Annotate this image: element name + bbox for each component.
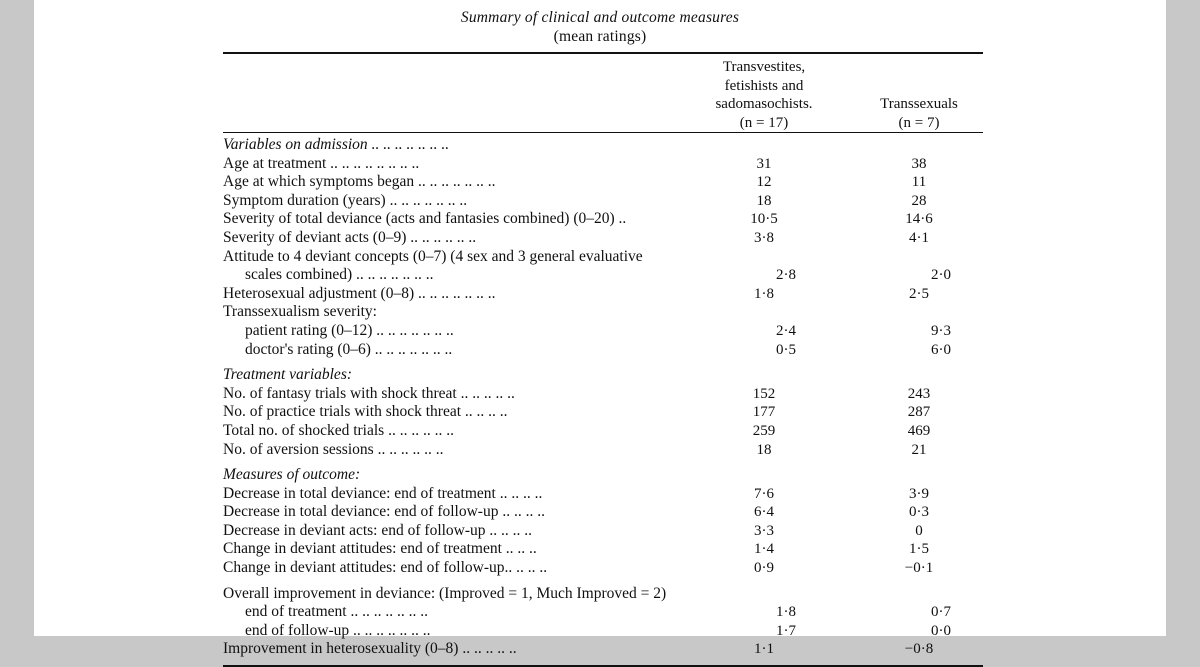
- row-label: Age at treatment .. .. .. .. .. .. .. ..: [223, 154, 420, 172]
- leader-dots: .. .. .. .. .. .. ..: [367, 136, 450, 153]
- row-label: Change in deviant attitudes: end of follow-up.. .. .. ..: [223, 559, 548, 577]
- row-label: No. of practice trials with shock threat .. .. .. ..: [223, 403, 508, 421]
- leader-dots: .. .. .. .. .. .. ..: [337, 154, 420, 172]
- column-header-transvestites: [673, 58, 855, 132]
- row-label: Age at which symptoms began .. .. .. .. .. .. ..: [223, 173, 496, 191]
- leader-dots: .. .. .. .. .. ..: [373, 440, 444, 458]
- row-value-col2: 14·6: [905, 211, 933, 228]
- table-row: [223, 341, 983, 360]
- row-label: Measures of outcome:: [223, 466, 361, 484]
- row-value-col1: 3·3: [754, 522, 774, 539]
- row-value-col2: 469: [907, 422, 931, 439]
- table-row: [223, 229, 983, 248]
- caption-line-1: Summary of clinical and outcome measures: [460, 9, 740, 26]
- row-label: Symptom duration (years) .. .. .. .. .. .. ..: [223, 191, 468, 209]
- row-label: No. of aversion sessions .. .. .. .. .. ..: [223, 440, 444, 458]
- row-label: Transsexualism severity:: [223, 303, 377, 321]
- row-value-col2: 2·5: [909, 285, 929, 302]
- table-row: [223, 136, 983, 155]
- table-row: [223, 403, 983, 422]
- row-value-col1: 7·6: [754, 485, 774, 502]
- leader-dots: .. .. .. .. .. ..: [425, 173, 496, 191]
- row-label: Heterosexual adjustment (0–8) .. .. .. .. .. .. ..: [223, 284, 496, 302]
- row-value-col1: 10·5: [750, 211, 778, 228]
- row-label: Treatment variables:: [223, 366, 353, 384]
- table-row: [223, 559, 983, 578]
- table-row: [223, 155, 983, 174]
- row-value-col1: 12: [756, 174, 772, 191]
- row-label: Severity of total deviance (acts and fantasies combined) (0–20) ..: [223, 210, 627, 228]
- leader-dots: .. .. .. ..: [461, 403, 508, 421]
- row-label: Attitude to 4 deviant concepts (0–7) (4 sex and 3 general evaluative: [223, 247, 643, 265]
- row-value-col1: 18: [756, 192, 772, 209]
- row-label: Variables on admission .. .. .. .. .. .. ..: [223, 136, 450, 153]
- row-value-col1: 31: [756, 155, 772, 172]
- col1-header-line3: sadomasochists.: [715, 96, 813, 112]
- leader-dots: .. .. .. .. .. .. ..: [385, 191, 468, 209]
- table-row: [223, 366, 983, 385]
- row-label: scales combined) .. .. .. .. .. .. ..: [245, 266, 434, 284]
- table-row: [223, 585, 983, 604]
- column-header-transsexuals: [855, 58, 983, 132]
- table-row: [223, 640, 983, 659]
- leader-dots: .. .. .. .. .. ..: [406, 228, 477, 246]
- row-value-col2: 9·3: [931, 322, 951, 339]
- leader-dots: .. .. .. .. .. .. ..: [346, 603, 428, 621]
- table-row: [223, 385, 983, 404]
- row-value-col1: 1·7: [776, 622, 796, 639]
- leader-dots: .. .. ..: [512, 559, 548, 577]
- table-row: [223, 503, 983, 522]
- row-label: No. of fantasy trials with shock threat .. .. .. .. ..: [223, 384, 515, 402]
- table-caption: [34, 8, 1166, 46]
- scanned-page: [34, 0, 1166, 658]
- row-value-col2: 287: [907, 404, 931, 421]
- row-value-col1: 1·8: [754, 285, 774, 302]
- table-row: [223, 485, 983, 504]
- row-value-col2: 0·3: [909, 504, 929, 521]
- table-row: [223, 441, 983, 460]
- row-label: end of treatment .. .. .. .. .. .. ..: [245, 603, 428, 621]
- row-value-col1: 18: [756, 441, 772, 458]
- table-row: [223, 210, 983, 229]
- row-value-col2: 2·0: [931, 267, 951, 284]
- col2-header-n: (n = 7): [898, 114, 940, 131]
- leader-dots: .. .. ..: [501, 540, 537, 558]
- leader-dots: .. .. .. .. .. ..: [425, 284, 496, 302]
- leader-dots: .. .. .. .. .. ..: [384, 321, 454, 339]
- table-row: [223, 422, 983, 441]
- row-value-col1: 152: [752, 385, 776, 402]
- col1-header-n: (n = 17): [739, 114, 789, 131]
- row-value-col1: 2·8: [776, 267, 796, 284]
- row-value-col2: 3·9: [909, 485, 929, 502]
- row-value-col2: 1·5: [909, 541, 929, 558]
- table-row: [223, 266, 983, 285]
- leader-dots: .. .. ..: [507, 484, 543, 502]
- table-row: [223, 248, 983, 267]
- leader-dots: .. .. ..: [510, 503, 545, 521]
- table-row: [223, 466, 983, 485]
- leader-dots: .. .. ..: [497, 521, 533, 539]
- row-label: Severity of deviant acts (0–9) .. .. .. .. .. ..: [223, 228, 477, 246]
- row-label: Overall improvement in deviance: (Improved = 1, Much Improved = 2): [223, 584, 667, 602]
- row-value-col1: 0·5: [776, 341, 796, 358]
- row-value-col2: 21: [911, 441, 927, 458]
- leader-dots: .. .. .. .. ..: [456, 384, 515, 402]
- row-value-col1: 177: [752, 404, 776, 421]
- table-body: [223, 133, 983, 663]
- table-row: [223, 303, 983, 322]
- row-value-col2: 4·1: [909, 229, 929, 246]
- table-row: [223, 540, 983, 559]
- row-label: Change in deviant attitudes: end of treatment .. .. ..: [223, 540, 537, 558]
- row-value-col2: 0·7: [931, 604, 951, 621]
- leader-dots: ..: [614, 210, 627, 228]
- row-value-col1: 1·1: [754, 641, 774, 658]
- row-label: Improvement in heterosexuality (0–8) .. .. .. .. ..: [223, 640, 517, 658]
- row-value-col2: −0·8: [904, 641, 934, 658]
- row-label: doctor's rating (0–6) .. .. .. .. .. .. ..: [245, 340, 453, 358]
- row-value-col1: 6·4: [754, 504, 774, 521]
- leader-dots: .. .. .. .. .. .. ..: [349, 621, 431, 639]
- leader-dots: .. .. .. ..: [470, 640, 517, 658]
- table-row: [223, 285, 983, 304]
- col1-header-line2: fetishists and: [724, 77, 804, 94]
- row-value-col2: 6·0: [931, 341, 951, 358]
- table-row: [223, 192, 983, 211]
- row-value-col1: 259: [752, 422, 776, 439]
- row-value-col2: −0·1: [904, 560, 934, 577]
- row-value-col1: 1·8: [776, 604, 796, 621]
- row-label: Decrease in deviant acts: end of follow-up .. .. .. ..: [223, 521, 533, 539]
- row-value-col2: 38: [911, 155, 927, 172]
- row-value-col1: 0·9: [754, 560, 774, 577]
- row-value-col2: 243: [907, 385, 931, 402]
- leader-dots: .. .. .. .. .. ..: [382, 340, 453, 358]
- row-value-col1: 2·4: [776, 322, 796, 339]
- row-label: end of follow-up .. .. .. .. .. .. ..: [245, 621, 431, 639]
- table-row: [223, 603, 983, 622]
- row-label: patient rating (0–12) .. .. .. .. .. .. ..: [245, 321, 454, 339]
- data-table: [223, 52, 983, 667]
- row-label: Decrease in total deviance: end of follow-up .. .. .. ..: [223, 503, 545, 521]
- row-value-col2: 0·0: [931, 622, 951, 639]
- col1-header-line1: Transvestites,: [722, 59, 806, 75]
- row-value-col1: 3·8: [754, 229, 774, 246]
- col2-header-line1: Transsexuals: [880, 96, 958, 112]
- row-value-col2: 11: [911, 174, 927, 191]
- table-scan-area: [34, 0, 1166, 658]
- row-value-col1: 1·4: [754, 541, 774, 558]
- leader-dots: .. .. .. .. .. .. ..: [352, 266, 434, 284]
- table-row: [223, 622, 983, 641]
- leader-dots: .. .. .. .. .. ..: [384, 421, 454, 439]
- table-row: [223, 322, 983, 341]
- row-label: Decrease in total deviance: end of treatment .. .. .. ..: [223, 484, 543, 502]
- table-row: [223, 522, 983, 541]
- row-value-col2: 28: [911, 192, 927, 209]
- row-value-col2: 0: [915, 522, 923, 539]
- row-label: Total no. of shocked trials .. .. .. .. .. ..: [223, 421, 454, 439]
- table-row: [223, 173, 983, 192]
- table-header-row: [223, 54, 983, 132]
- caption-line-2: (mean ratings): [553, 28, 647, 45]
